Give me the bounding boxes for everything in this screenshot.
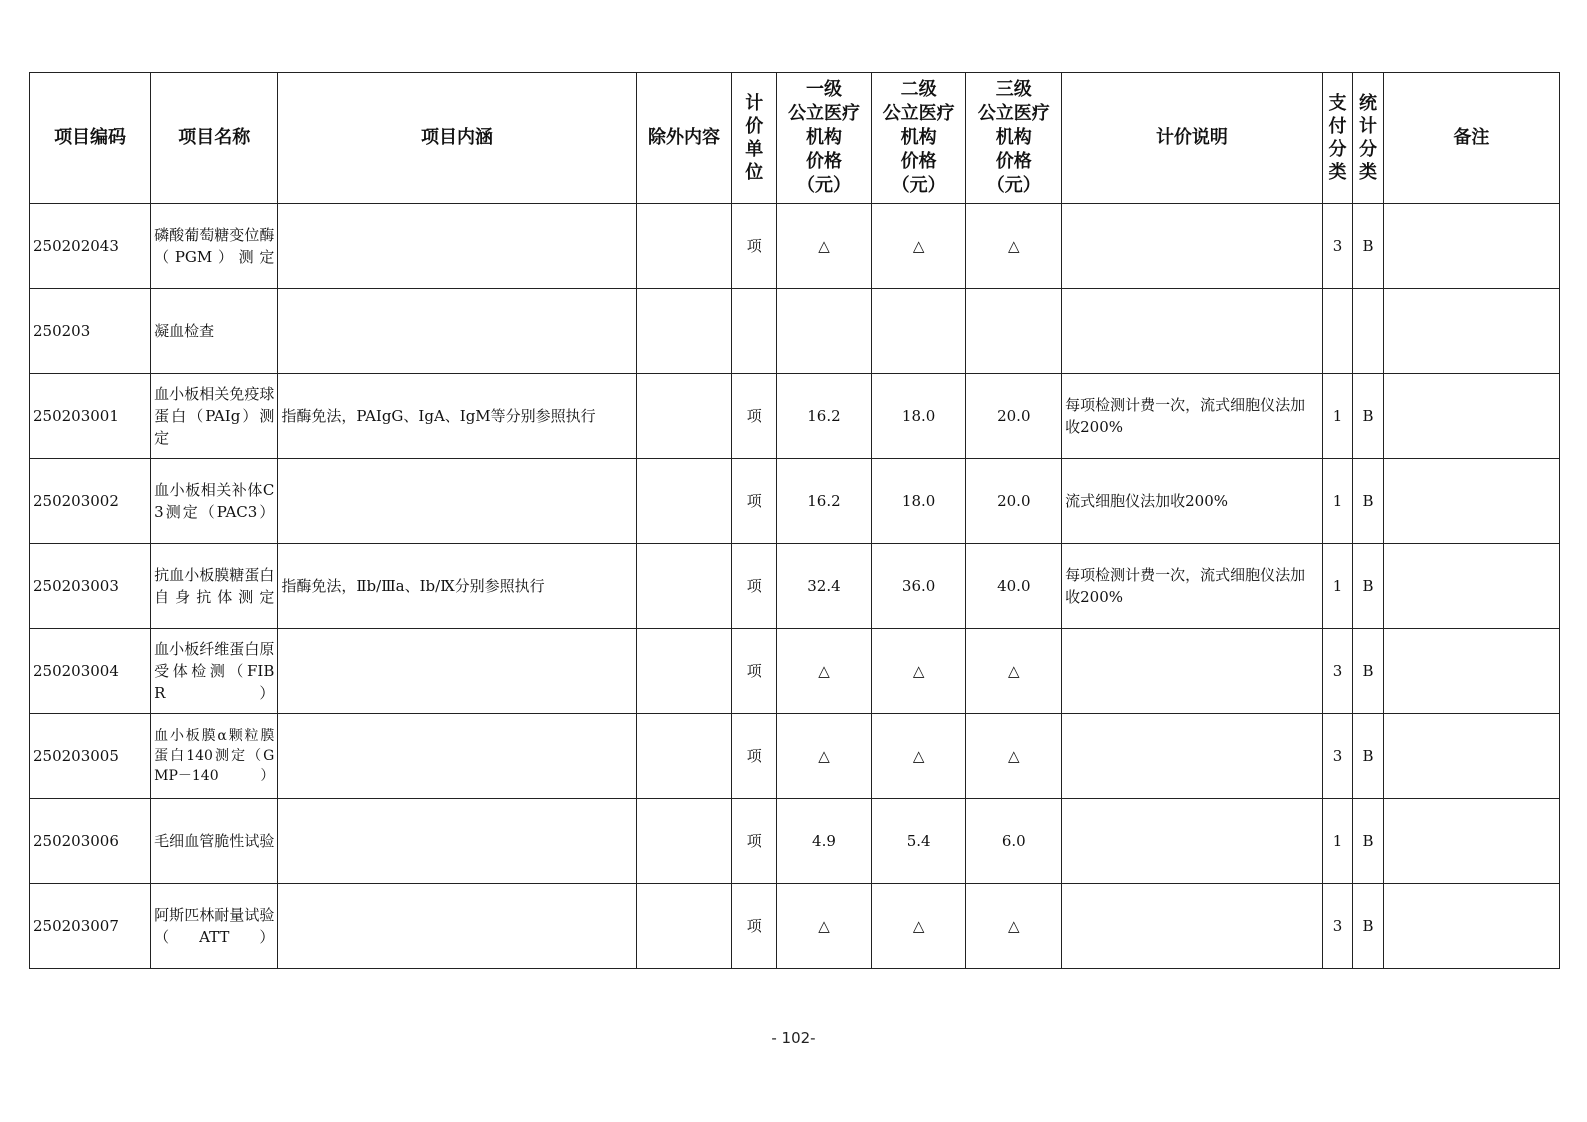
cell-name: [151, 289, 278, 374]
cell-price-level2: 18.0: [871, 459, 966, 544]
cell-stat-class: B: [1353, 459, 1384, 544]
cell-price-level1: 16.2: [777, 459, 872, 544]
cell-unit: 项: [732, 204, 777, 289]
header-price-level3: [966, 73, 1062, 204]
cell-remarks: [1383, 714, 1559, 799]
header-stat-class-label: 统计分类: [1359, 93, 1378, 183]
page-number: - 102-: [771, 1029, 816, 1047]
cell-pricing-note: [1062, 289, 1323, 374]
header-code: 项目编码: [30, 73, 151, 204]
cell-pricing-note: [1062, 629, 1323, 714]
cell-exclusions: [636, 204, 732, 289]
cell-unit: 项: [732, 884, 777, 969]
cell-stat-class: B: [1353, 714, 1384, 799]
header-unit: [732, 73, 777, 204]
header-row: [30, 73, 1560, 204]
table-row: [30, 629, 1560, 714]
cell-payment-class: 3: [1322, 629, 1353, 714]
table-row: [30, 289, 1560, 374]
header-exclusions: 除外内容: [636, 73, 732, 204]
cell-price-level3: △: [966, 714, 1062, 799]
cell-name-text: 血小板相关补体C3测定（PAC3）: [154, 481, 275, 521]
cell-payment-class: 1: [1322, 459, 1353, 544]
table-row: [30, 544, 1560, 629]
cell-price-level2: 18.0: [871, 374, 966, 459]
cell-code: 250202043: [30, 204, 151, 289]
table-row: [30, 714, 1560, 799]
cell-pricing-note: 每项检测计费一次，流式细胞仪法加收200%: [1062, 544, 1323, 629]
cell-remarks: [1383, 629, 1559, 714]
header-price-level2-label: 二级 公立医疗 机构 价格 （元）: [882, 79, 955, 196]
cell-content: [278, 204, 636, 289]
cell-stat-class: B: [1353, 629, 1384, 714]
cell-name-text: 毛细血管脆性试验: [154, 832, 275, 850]
cell-price-level3: 40.0: [966, 544, 1062, 629]
cell-name: [151, 714, 278, 799]
cell-unit: 项: [732, 799, 777, 884]
cell-payment-class: [1322, 289, 1353, 374]
cell-remarks: [1383, 544, 1559, 629]
cell-stat-class: B: [1353, 544, 1384, 629]
cell-remarks: [1383, 204, 1559, 289]
cell-name: [151, 629, 278, 714]
cell-name: [151, 799, 278, 884]
cell-exclusions: [636, 629, 732, 714]
cell-pricing-note: [1062, 714, 1323, 799]
header-price-level1: [777, 73, 872, 204]
cell-stat-class: B: [1353, 204, 1384, 289]
cell-payment-class: 3: [1322, 884, 1353, 969]
cell-unit: [732, 289, 777, 374]
cell-unit: 项: [732, 374, 777, 459]
price-table: [29, 72, 1560, 969]
cell-price-level1: 16.2: [777, 374, 872, 459]
cell-content: 指酶免法，PAIgG、IgA、IgM等分别参照执行: [278, 374, 636, 459]
cell-remarks: [1383, 459, 1559, 544]
cell-price-level3: 20.0: [966, 374, 1062, 459]
cell-name-text: 抗血小板膜糖蛋白自身抗体测定: [154, 566, 275, 606]
cell-price-level1: 4.9: [777, 799, 872, 884]
cell-price-level2: △: [871, 204, 966, 289]
cell-exclusions: [636, 289, 732, 374]
cell-unit: 项: [732, 459, 777, 544]
cell-price-level1: △: [777, 884, 872, 969]
cell-content: [278, 289, 636, 374]
header-price-level3-label: 三级 公立医疗 机构 价格 （元）: [977, 79, 1050, 196]
header-stat-class: [1353, 73, 1384, 204]
cell-stat-class: B: [1353, 374, 1384, 459]
cell-stat-class: B: [1353, 799, 1384, 884]
cell-payment-class: 1: [1322, 544, 1353, 629]
cell-price-level2: 5.4: [871, 799, 966, 884]
cell-unit: 项: [732, 629, 777, 714]
table-row: [30, 459, 1560, 544]
cell-name: [151, 204, 278, 289]
header-payment-class-label: 支付分类: [1328, 93, 1347, 183]
header-price-level1-label: 一级 公立医疗 机构 价格 （元）: [787, 79, 860, 196]
header-price-level2: [871, 73, 966, 204]
cell-price-level1: △: [777, 714, 872, 799]
table-body: [30, 204, 1560, 969]
cell-payment-class: 3: [1322, 204, 1353, 289]
header-remarks: 备注: [1383, 73, 1559, 204]
cell-name-text: 血小板纤维蛋白原受体检测（FIBR）: [154, 640, 275, 702]
cell-content: [278, 799, 636, 884]
cell-code: 250203002: [30, 459, 151, 544]
cell-name: [151, 544, 278, 629]
cell-remarks: [1383, 884, 1559, 969]
cell-exclusions: [636, 459, 732, 544]
cell-code: 250203005: [30, 714, 151, 799]
cell-code: 250203006: [30, 799, 151, 884]
cell-pricing-note: [1062, 799, 1323, 884]
cell-exclusions: [636, 884, 732, 969]
table-row: [30, 884, 1560, 969]
cell-content: 指酶免法，Ⅱb/Ⅲa、Ⅰb/Ⅸ分别参照执行: [278, 544, 636, 629]
cell-price-level3: 20.0: [966, 459, 1062, 544]
table-row: [30, 799, 1560, 884]
cell-price-level2: △: [871, 884, 966, 969]
cell-price-level2: 36.0: [871, 544, 966, 629]
cell-price-level3: △: [966, 884, 1062, 969]
cell-price-level1: △: [777, 204, 872, 289]
table-row: [30, 204, 1560, 289]
header-payment-class: [1322, 73, 1353, 204]
cell-payment-class: 3: [1322, 714, 1353, 799]
cell-exclusions: [636, 374, 732, 459]
cell-content: [278, 459, 636, 544]
cell-unit: 项: [732, 714, 777, 799]
cell-name: [151, 884, 278, 969]
cell-code: 250203007: [30, 884, 151, 969]
cell-pricing-note: [1062, 884, 1323, 969]
cell-name: [151, 374, 278, 459]
cell-price-level3: 6.0: [966, 799, 1062, 884]
cell-price-level2: △: [871, 714, 966, 799]
cell-payment-class: 1: [1322, 374, 1353, 459]
cell-remarks: [1383, 799, 1559, 884]
cell-content: [278, 884, 636, 969]
table-row: [30, 374, 1560, 459]
cell-name: [151, 459, 278, 544]
cell-stat-class: [1353, 289, 1384, 374]
cell-content: [278, 629, 636, 714]
cell-price-level2: △: [871, 629, 966, 714]
cell-remarks: [1383, 289, 1559, 374]
cell-code: 250203004: [30, 629, 151, 714]
cell-remarks: [1383, 374, 1559, 459]
cell-exclusions: [636, 544, 732, 629]
cell-price-level1: 32.4: [777, 544, 872, 629]
cell-payment-class: 1: [1322, 799, 1353, 884]
cell-pricing-note: [1062, 204, 1323, 289]
header-name: 项目名称: [151, 73, 278, 204]
cell-name-text: 磷酸葡萄糖变位酶（PGM）测定: [154, 226, 275, 266]
cell-price-level3: △: [966, 629, 1062, 714]
cell-exclusions: [636, 799, 732, 884]
cell-name-text: 血小板膜α颗粒膜蛋白140测定（GMP－140）: [154, 728, 275, 784]
header-unit-label: 计价单位: [745, 93, 764, 183]
cell-price-level2: [871, 289, 966, 374]
cell-content: [278, 714, 636, 799]
cell-exclusions: [636, 714, 732, 799]
cell-stat-class: B: [1353, 884, 1384, 969]
cell-price-level1: △: [777, 629, 872, 714]
cell-price-level1: [777, 289, 872, 374]
header-pricing-note: 计价说明: [1062, 73, 1323, 204]
cell-code: 250203001: [30, 374, 151, 459]
header-content: 项目内涵: [278, 73, 636, 204]
cell-pricing-note: 每项检测计费一次，流式细胞仪法加收200%: [1062, 374, 1323, 459]
cell-name-text: 血小板相关免疫球蛋白（PAIg）测定: [154, 385, 275, 447]
cell-unit: 项: [732, 544, 777, 629]
cell-name-text: 阿斯匹林耐量试验（ATT）: [154, 906, 275, 946]
cell-code: 250203003: [30, 544, 151, 629]
cell-code: 250203: [30, 289, 151, 374]
cell-price-level3: △: [966, 204, 1062, 289]
cell-name-text: 凝血检查: [154, 322, 215, 340]
cell-pricing-note: 流式细胞仪法加收200%: [1062, 459, 1323, 544]
cell-price-level3: [966, 289, 1062, 374]
